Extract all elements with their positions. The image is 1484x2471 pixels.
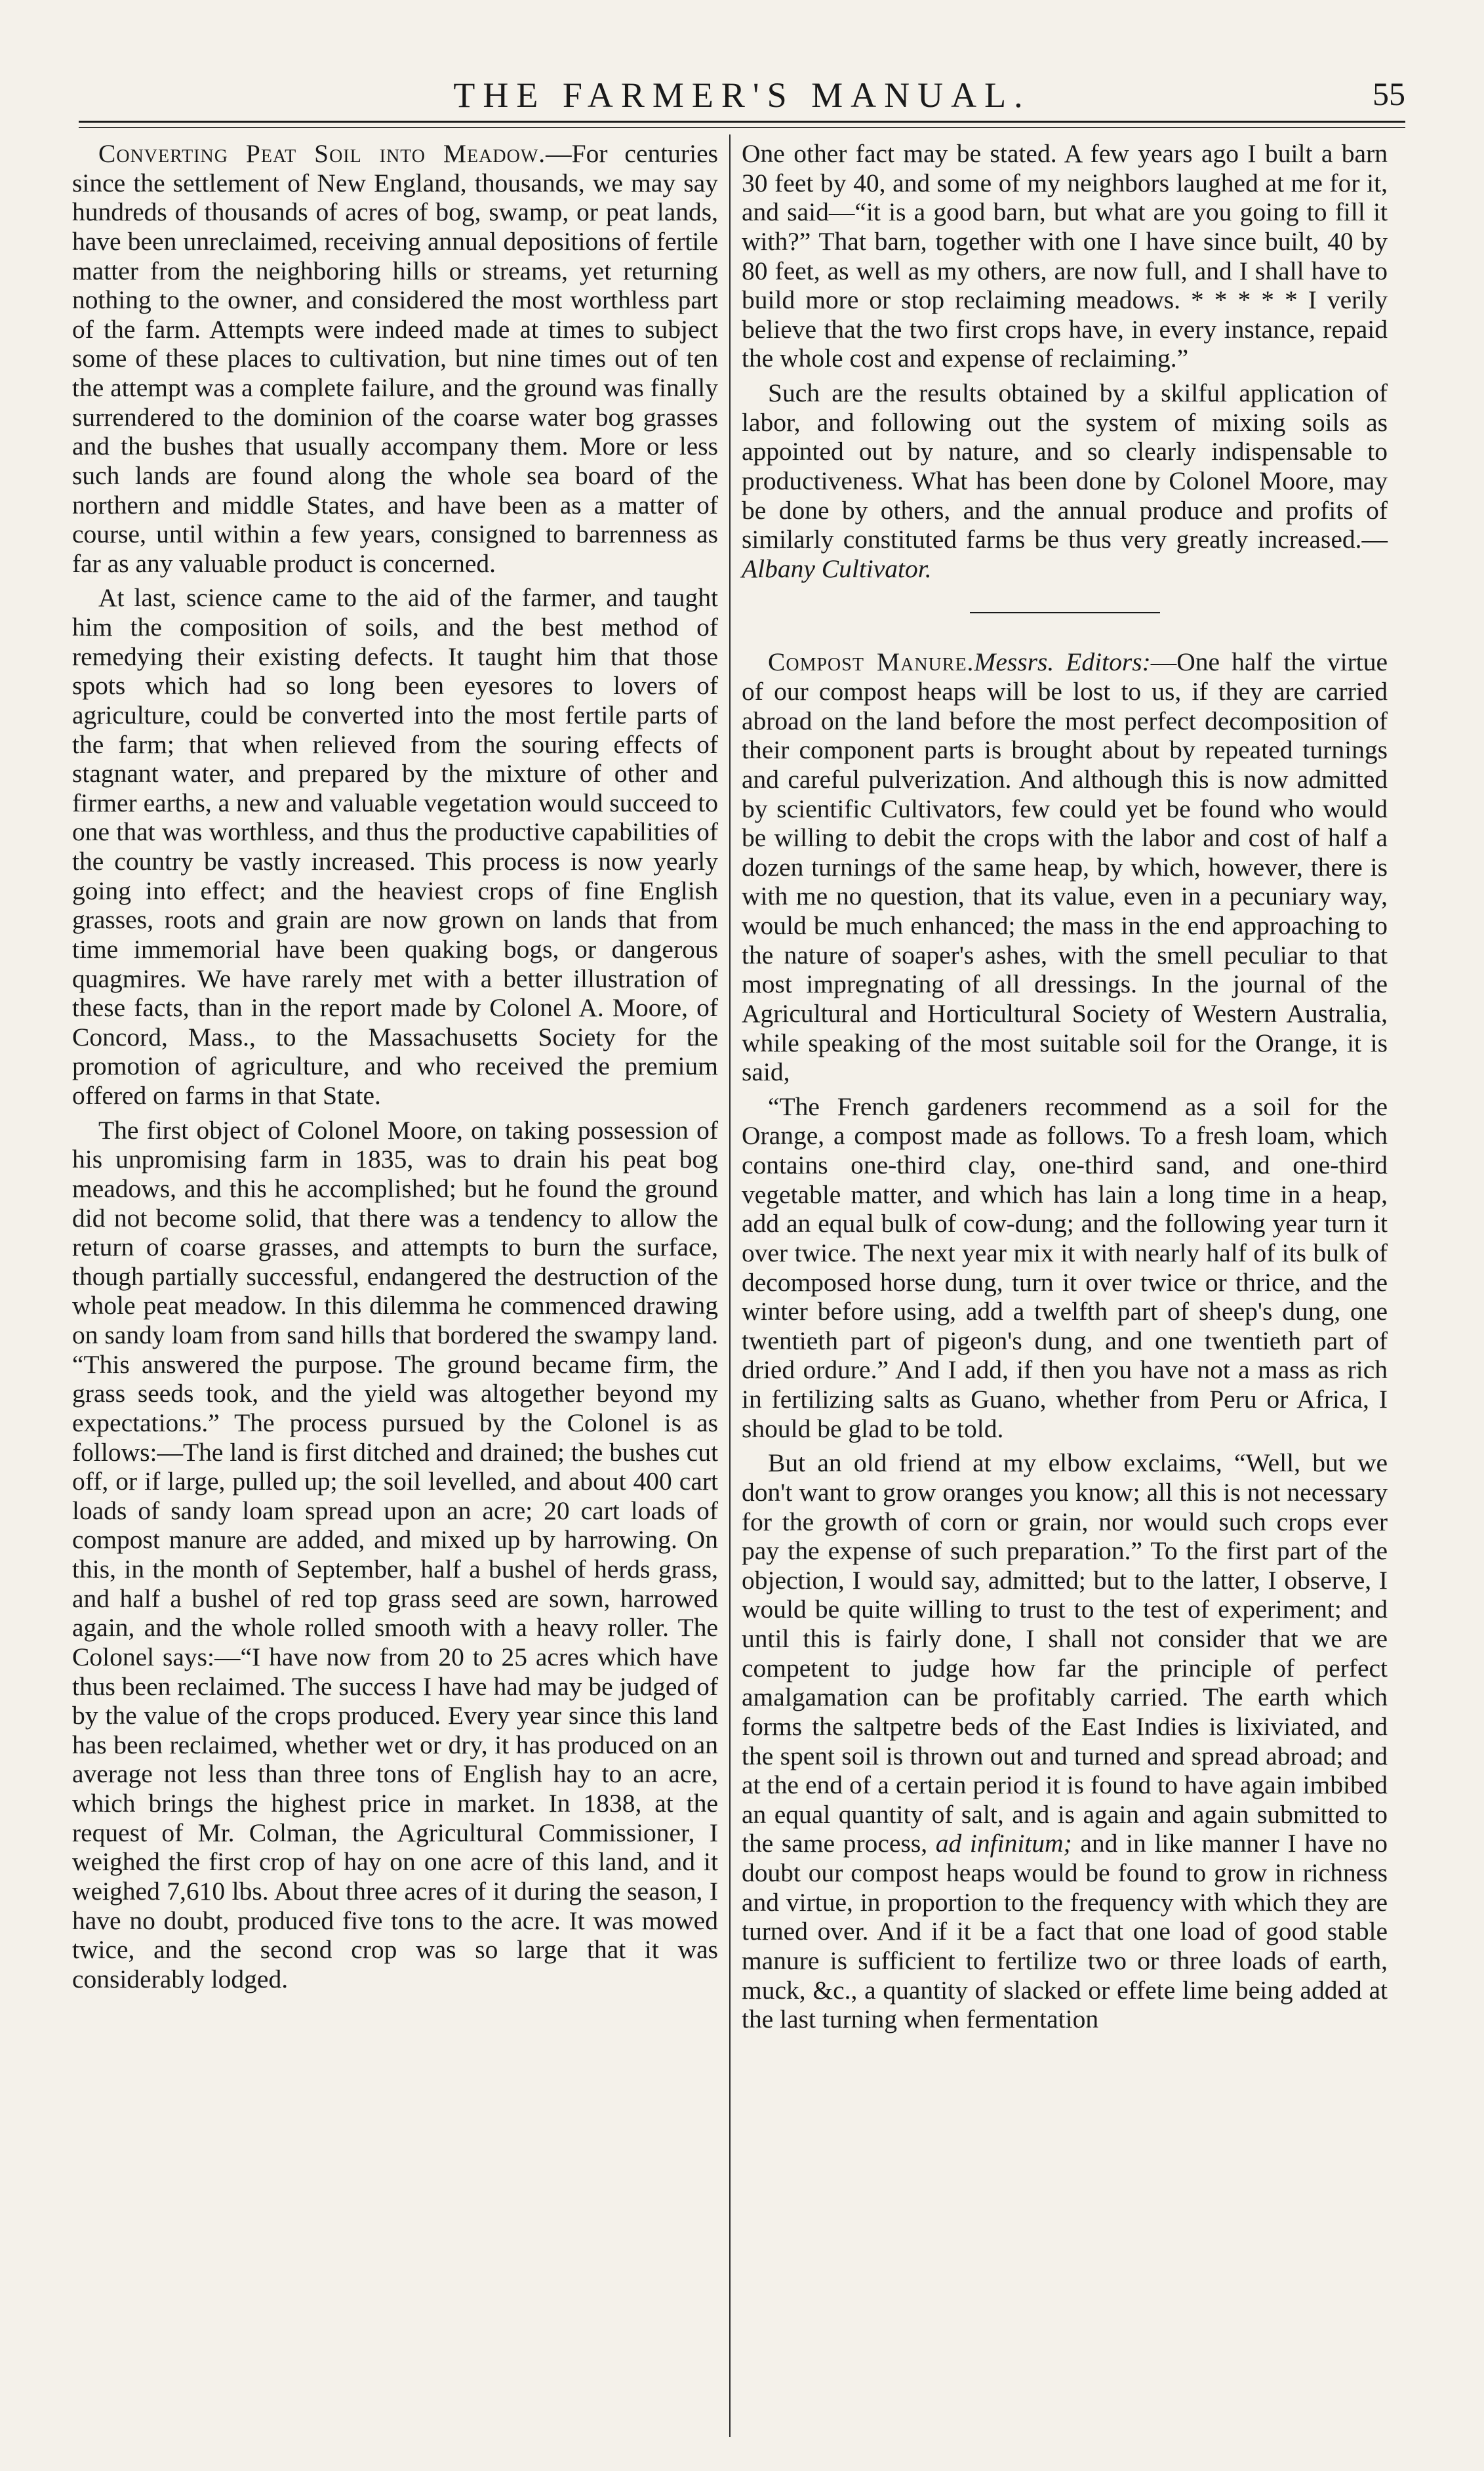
- article1-paragraph-3: The first object of Colonel Moore, on taking possession of his unpromising farm in 1835, was to drain his peat bog meadows, and this he accomplished; but he found the ground did not become solid, that there was a tendency to allow the return of coarse grasses, and attempts to burn the surface, though partially successful, endangered the destruction of the whole peat meadow. In this dilemma he commenced drawing on sandy loam from sand hills that bordered the swampy land. “This answered the purpose. The ground became firm, the grass seeds took, and the yield was altogether beyond my expectations.” The process pursued by the Colonel is as follows:—The land is first ditched and drained; the bushes cut off, or if large, pulled up; the soil levelled, and about 400 cart loads of sandy loam spread upon an acre; 20 cart loads of compost manure are added, and mixed up by harrowing. On this, in the month of September, half a bushel of herds grass, and half a bushel of red top grass seed are sown, harrowed again, and the whole rolled smooth with a heavy roller. The Colonel says:—“I have now from 20 to 25 acres which have thus been reclaimed. The success I have had may be judged of by the value of the crops produced. Every year since this land has been reclaimed, whether wet or dry, it has produced on an average not less than three tons of English hay to an acre, which brings the highest price in market. In 1838, at the request of Mr. Colman, the Agricultural Commissioner, I weighed the first crop of hay on one acre of this land, and it weighed 7,610 lbs. About three acres of it during the season, I have no doubt, produced five tons to the acre. It was mowed twice, and the second crop was so large that it was considerably lodged.: [72, 1115, 718, 1993]
- right-column: [742, 139, 1388, 2435]
- running-title: THE FARMER'S MANUAL.: [453, 75, 1031, 115]
- article2-p3-after: and in like manner I have no doubt our compost heaps would be found to grow in richness and virtue, in proportion to the frequency with which they are turned over. And if it be a fact that one load of good stable manure is sufficient to fertilize two or three loads of earth, muck, &c., a quantity of slacked or effete lime being added at the last turning when fermentation: [742, 1829, 1388, 2034]
- header-rule-thin: [79, 127, 1405, 128]
- article1-paragraph-2: At last, science came to the aid of the farmer, and taught him the composition of soils, and the best method of remedying their existing defects. It taught him that those spots which had so long been eyesores to lovers of agriculture, could be converted into the most fertile parts of the farm; that when relieved from the souring effects of stagnant water, and prepared by the mixture of other and firmer earths, a new and valuable vegetation would succeed to one that was worthless, and thus the productive capabilities of the country be vastly increased. This process is now yearly going into effect; and the heaviest crops of fine English grasses, roots and grain are now grown on lands that from time immemorial have been quaking bogs, or dangerous quagmires. We have rarely met with a better illustration of these facts, than in the report made by Colonel A. Moore, of Concord, Mass., to the Massachusetts Society for the promotion of agriculture, and who received the premium offered on farms in that State.: [72, 583, 718, 1110]
- article2-paragraph-1: [742, 647, 1388, 1086]
- article2-paragraph-3: [742, 1448, 1388, 2034]
- header-rule-thick: [79, 121, 1405, 123]
- article2-p1-body: —One half the virtue of our compost heaps will be lost to us, if they are carried abroad on the land before the most perfect decomposition of their component parts is brought about by repeated turnings and careful pulverization. And although this is now admitted by scientific Cultivators, few could yet be found who would be willing to debit the crops with the labor and cost of half a dozen turnings of the same heap, by which, however, there is with me no question, that its value, even in a pecuniary way, would be much enhanced; the mass in the end approaching to the nature of soaper's ashes, with the smell peculiar to that most impregnating of all dressings. In the journal of the Agricultural and Horticultural Society of Western Australia, while speaking of the most suitable soil for the Orange, it is said,: [742, 647, 1388, 1087]
- article1-paragraph-5: [742, 378, 1388, 583]
- article2-p3-before: But an old friend at my elbow exclaims, “Well, but we don't want to grow oranges you know; all this is not necessary for the growth of corn or grain, nor would such crops ever pay the expense of such preparation.” To the first part of the objection, I would say, admitted; but to the latter, I observe, I would be quite willing to trust to the test of experiment; and until this is fairly done, I shall not consider that we are competent to judge how far the principle of perfect amalgamation can be profitably carried. The earth which forms the saltpetre beds of the East Indies is lixiviated, and the spent soil is thrown out and turned and spread abroad; and at the end of a certain period it is found to have again imbibed an equal quantity of salt, and is again and again submitted to the same process,: [742, 1448, 1388, 1858]
- article2-paragraph-2: “The French gardeners recommend as a soil for the Orange, a compost made as follows. To a fresh loam, which contains one-third clay, one-third sand, and one-third vegetable matter, and which has lain a long time in a heap, add an equal bulk of cow-dung; and the following year turn it over twice. The next year mix it with nearly half of its bulk of decomposed horse dung, turn it over twice or thrice, and the winter before using, add a twelfth part of sheep's dung, one twentieth part of pigeon's dung, and one twentieth part of dried ordure.” And I add, if then you have not a mass as rich in fertilizing salts as Guano, whether from Peru or Africa, I should be glad to be told.: [742, 1092, 1388, 1443]
- article1-heading: Converting Peat Soil into Meadow.: [98, 139, 546, 168]
- article1-paragraph-4: One other fact may be stated. A few years ago I built a barn 30 feet by 40, and some of my neighbors laughed at me for it, and said—“it is a good barn, but what are you going to fill it with?” That barn, together with one I have since built, 40 by 80 feet, as well as my others, are now full, and I shall have to build more or stop reclaiming meadows. * * * * * I verily believe that the two first crops have, in every instance, repaid the whole cost and expense of reclaiming.”: [742, 139, 1388, 373]
- article1-paragraph-1: [72, 139, 718, 578]
- article2-salutation: Messrs. Editors:: [974, 647, 1151, 677]
- article2-p3-italic: ad infinitum;: [935, 1829, 1072, 1858]
- column-divider: [729, 134, 731, 2437]
- article2-heading: Compost Manure.: [768, 647, 974, 677]
- article1-p5-body: Such are the results obtained by a skilful application of labor, and following out the system of mixing soils as appointed out by nature, and so clearly indispensable to productiveness. What has been done by Colonel Moore, may be done by others, and the annual produce and profits of similarly constituted farms be thus very greatly increased.—: [742, 378, 1388, 554]
- article1-source: Albany Cultivator.: [742, 554, 932, 583]
- page-number: 55: [1373, 75, 1405, 112]
- article-separator: [970, 612, 1160, 613]
- article1-p1-body: —For centuries since the settlement of New England, thousands, we may say hundreds of thousands of acres of bog, swamp, or peat lands, have been unreclaimed, receiving annual depositions of fertile matter from the neighboring hills or streams, yet returning nothing to the owner, and considered the most worthless part of the farm. Attempts were indeed made at times to subject some of these places to cultivation, but nine times out of ten the attempt was a complete failure, and the ground was finally surrendered to the dominion of the coarse water bog grasses and the bushes that usually accompany them. More or less such lands are found along the whole sea board of the northern and middle States, and have been as a matter of course, until within a few years, consigned to barrenness as far as any valuable product is concerned.: [72, 139, 718, 578]
- left-column: [72, 139, 718, 2435]
